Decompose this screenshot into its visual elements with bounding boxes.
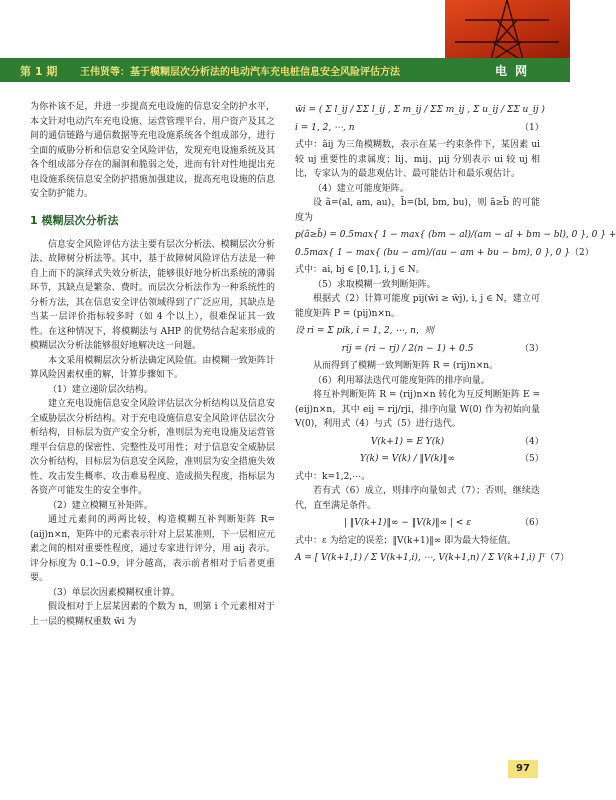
equation-number: （1） — [520, 122, 544, 133]
equation-number: （2） — [570, 247, 594, 258]
journal-brand: 电 网 — [495, 64, 530, 78]
running-header — [0, 58, 570, 82]
paragraph: 从而得到了模糊一致判断矩阵 R = (rij)n×n。 — [313, 361, 499, 371]
step-heading: （6）利用幂法迭代可能度矩阵的排序向量。 — [313, 375, 490, 386]
step-heading: （5）求取模糊一致判断矩阵。 — [313, 279, 436, 290]
section-heading: 1 模糊层次分析法 — [30, 213, 119, 227]
right-column — [295, 100, 616, 569]
equation-7 — [295, 551, 570, 566]
equation-4 — [295, 435, 544, 450]
equation-1-condition — [295, 121, 544, 136]
paragraph: 建立充电设施信息安全风险评估层次分析结构以及信息安全威胁层次分析结构。对于充电设施信息安全风险评估层次分析结构，目标层为资产安全分析，准则层为充电设施及运营管理平台信息的保密性、完整性及可用性；对于信息安全威胁层次分析结构，目标层为信息安全风险，准则层为安全措施失效性、攻击发生概率、攻击难易程度、造成损失程度，指标层为各资产可能发生的安全事件。 — [30, 399, 275, 496]
paragraph: 通过元素间的两两比较，构造模糊互补判断矩阵 R=(aij)n×n，矩阵中的元素表示针对上层某准则，下一层相应元素之间的相对重要性程度，通过专家进行评分，用 aij 表示。评分标度为 0.1~0.9，评分越高，表示前者相对于后者更重要。 — [30, 515, 275, 583]
running-title: 王伟贤等：基于模糊层次分析法的电动汽车充电桩信息安全风险评估方法 — [80, 67, 400, 78]
paragraph: 式中：ai, bj ∈ [0,1], i, j ∈ N。 — [295, 265, 425, 275]
equation-body: Y(k) = V(k) / ‖V(k)‖∞ — [360, 454, 455, 464]
equation-number: （6） — [520, 518, 544, 528]
equation-1 — [295, 103, 545, 118]
paragraph: 为你补该不足，并进一步提高充电设施的信息安全防护水平，本文针对电动汽车充电设施、运营管理平台、用户资产及其之间的通信链路与通信数据等充电设施系统各个组成部分，进行全面的威胁分析和信息安全风险评估，发现充电设施系统及其各个组成部分存在的漏洞和脆弱之处，进而有针对性地提出充电设施系统信息安全防护措施加强建议，提高充电设施的信息安全防护能力。 — [30, 102, 275, 199]
issue-label: 第 1 期 — [20, 65, 58, 78]
equation-body: 设 ri = Σ pik, i = 1, 2, ⋯, n，则 — [295, 326, 434, 336]
page-number: 97 — [508, 760, 538, 778]
equation-6 — [295, 516, 544, 531]
step-heading: （2）建立模糊互补矩阵。 — [48, 500, 153, 511]
equation-body: A = [ V(k+1,1) / Σ V(k+1,i), ⋯, V(k+1,n) / Σ V(k+1,i) ]ᵀ — [295, 553, 546, 563]
paragraph: 若有式（6）成立，则排序向量如式（7）；否则，继续迭代，直至满足条件。 — [295, 486, 540, 511]
equation-number: （3） — [520, 343, 544, 354]
equation-body: V(k+1) = E Y(k) — [370, 436, 445, 447]
equation-5 — [295, 452, 544, 467]
equation-body: rij = (ri − rj) / 2(n − 1) + 0.5 — [341, 343, 474, 354]
equation-body: w̃i = ( Σ l_ij / ΣΣ l_ij , Σ m_ij / ΣΣ m_ij , Σ u_ij / ΣΣ u_ij ) — [295, 105, 545, 115]
left-column — [30, 100, 275, 629]
equation-condition: i = 1, 2, ⋯, n — [295, 122, 355, 133]
paragraph: 本文采用模糊层次分析法确定风险值。由模糊一致矩阵计算风险因素权重的解，计算步骤如下。 — [30, 355, 275, 380]
step-heading: （3）单层次因素模糊权重计算。 — [48, 587, 180, 598]
paragraph: 式中：k=1,2,⋯。 — [295, 471, 371, 482]
paragraph: 设 ã=(al, am, au)，b̃=(bl, bm, bu)，则 ã≥b̃ 的可能度为 — [295, 198, 540, 223]
equation-number: （5） — [520, 454, 544, 464]
equation-number: （7） — [545, 553, 570, 563]
equation-body: p(ã≥b̃) = 0.5max{ 1 − max{ (bm − al)/(am − al + bm − bl), 0 }, 0 } + — [295, 230, 616, 240]
equation-body: 0.5max{ 1 − max{ (bu − am)/(au − am + bu − bm), 0 }, 0 } — [295, 247, 570, 258]
paragraph: 式中：ãij 为三角模糊数，表示在某一约束条件下，某因素 ui 较 uj 重要性的隶属度；lij、mij、μij 分别表示 ui 较 uj 相比，专家认为的最悲观估计、最可能估计和最乐观估计。 — [295, 140, 540, 179]
paragraph: 根据式（2）计算可能度 pij(w̃i ≥ w̃j), i, j ∈ N，建立可能度矩阵 P = (pij)n×n。 — [295, 294, 540, 319]
paragraph: 信息安全风险评估方法主要有层次分析法、模糊层次分析法、故障树分析法等。其中，基于故障树风险评估方法是一种自上而下的演绎式失效分析法，能够很好地分析出系统的薄弱环节，其缺点是繁杂、费时。而层次分析法作为一种系统性的分析方法，其在信息安全评估领域得到了广泛应用，其缺点是当某一层评价指标较多时（如 4 个以上），很难保证其一致性。在这种情况下，将模糊法与 AHP 的优势结合起来形成的模糊层次分析法能够很好地解决这一问题。 — [30, 239, 275, 351]
equation-3b — [295, 342, 544, 357]
step-heading: （4）建立可能度矩阵。 — [313, 183, 409, 194]
equation-3a — [295, 324, 540, 339]
equation-body: | ‖V(k+1)‖∞ − ‖V(k)‖∞ | < ε — [343, 518, 472, 528]
paragraph: 将互补判断矩阵 R = (rij)n×n 转化为互反判断矩阵 E = (eij)n×n，其中 eij = rij/rji，排序向量 W(0) 作为初始向量 V(0)，利用式（4）与式（5）进行迭代。 — [295, 390, 540, 429]
equation-number: （4） — [520, 436, 544, 447]
step-heading: （1）建立递阶层次结构。 — [48, 384, 153, 395]
paragraph: 式中：ε 为给定的误差；‖V(k+1)‖∞ 即为最大特征值。 — [295, 535, 517, 546]
equation-2a — [295, 228, 616, 243]
paragraph: 假设相对于上层某因素的个数为 n，则第 i 个元素相对于上一层的模糊权重数 w̃i 为 — [30, 602, 275, 627]
equation-2b — [295, 246, 594, 261]
